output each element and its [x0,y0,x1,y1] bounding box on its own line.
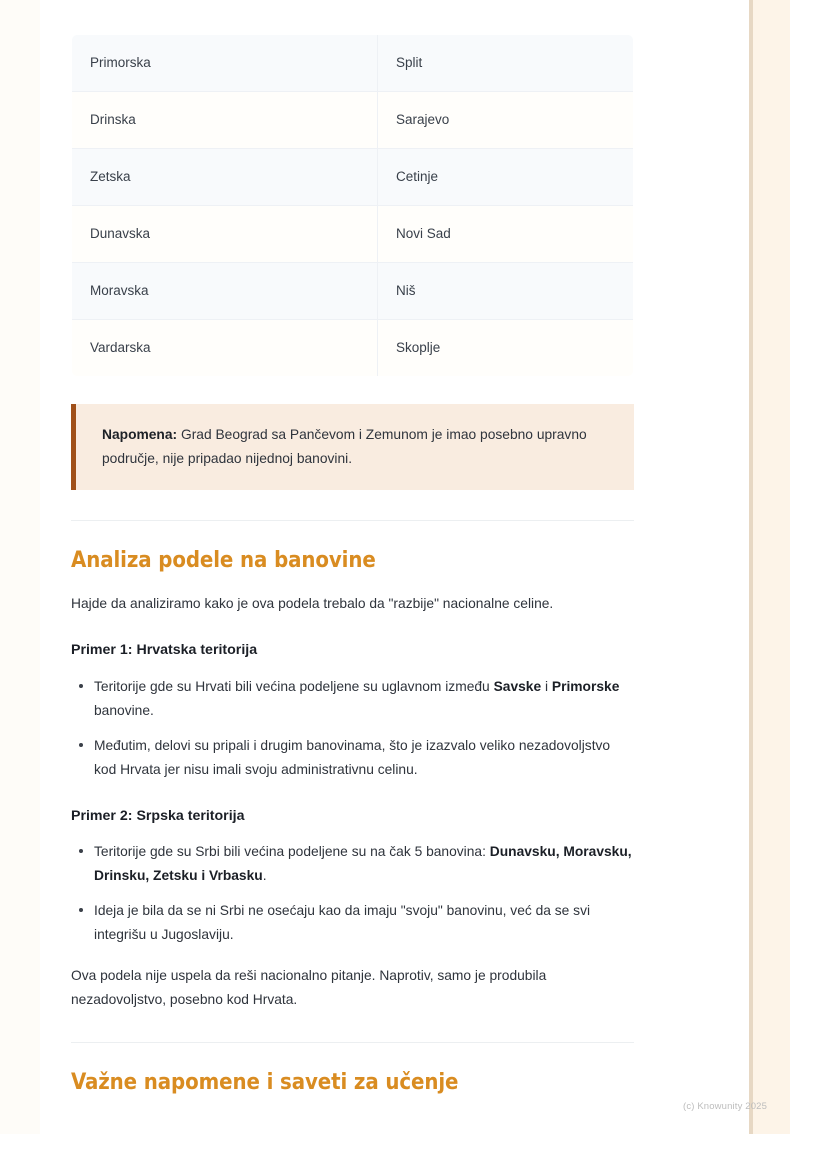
bullet-text-bold: Dunavsku, Moravsku, Drinsku, Zetsku i Vrbasku [94,844,632,884]
cell-banovina: Dunavska [72,206,378,263]
section-divider [71,1042,634,1043]
table-row [72,263,634,320]
cell-city: Skoplje [378,320,634,377]
bullet-text-bold: Savske [493,678,542,694]
banovine-table [71,34,634,377]
table-row [72,35,634,92]
cell-banovina: Primorska [72,35,378,92]
bullet-list-example-2 [71,840,634,947]
table-row [72,206,634,263]
copyright-text: (c) Knowunity 2025 [683,1101,768,1112]
bullet-text-part: Teritorije gde su Srbi bili većina podeljene su na čak 5 banovina: [94,844,490,860]
bullet-text-bold: Primorske [551,678,620,694]
cell-city: Novi Sad [378,206,634,263]
analysis-intro: Hajde da analiziramo kako je ova podela trebalo da "razbije" nacionalne celine. [71,595,554,611]
bullet-text-part: . [262,868,267,884]
cell-city: Sarajevo [378,92,634,149]
section-heading-analysis: Analiza podele na banovine [71,548,376,574]
note-callout [71,404,634,490]
document-content [71,0,634,1096]
subheading-example-1: Primer 1: Hrvatska teritorija [71,641,258,658]
analysis-conclusion: Ova podela nije uspela da reši nacionalno pitanje. Naprotiv, samo je produbila nezadovoljstvo, posebno kod Hrvata. [71,968,547,1008]
list-item [71,899,634,947]
list-item [71,840,634,888]
bullet-list-example-1 [71,675,634,782]
cell-banovina: Zetska [72,149,378,206]
section-divider [71,520,634,521]
cell-banovina: Moravska [72,263,378,320]
bullet-text-part: Ideja je bila da se ni Srbi ne osećaju kao da imaju "svoju" banovinu, već da se svi integrišu u Jugoslaviju. [94,903,591,943]
bullet-dot-icon [79,908,83,912]
table-body [72,35,634,377]
cell-banovina: Vardarska [72,320,378,377]
right-margin [790,0,828,1134]
section-heading-tips: Važne napomene i saveti za učenje [71,1069,459,1095]
bullet-dot-icon [79,849,83,853]
bullet-text-part: Teritorije gde su Hrvati bili većina podeljene su uglavnom između [94,678,494,694]
subheading-example-2: Primer 2: Srpska teritorija [71,807,245,824]
cell-banovina: Drinska [72,92,378,149]
next-page-strip [753,0,790,1134]
bullet-text-part: banovine. [94,702,154,718]
bullet-dot-icon [79,743,83,747]
table-row [72,320,634,377]
note-label: Napomena: [102,427,178,442]
list-item [71,734,634,782]
bullet-text-part: Međutim, delovi su pripali i drugim banovinama, što je izazvalo veliko nezadovoljstvo kod Hrvata jer nisu imali svoju administrativnu celinu. [94,737,611,777]
bullet-dot-icon [79,684,83,688]
cell-city: Split [378,35,634,92]
note-paragraph [102,423,612,470]
list-item [71,675,634,723]
cell-city: Niš [378,263,634,320]
bullet-text-part: i [541,678,552,694]
table-row [72,149,634,206]
cell-city: Cetinje [378,149,634,206]
note-text: Grad Beograd sa Pančevom i Zemunom je imao posebno upravno područje, nije pripadao nijednoj banovini. [102,427,587,466]
table-row [72,92,634,149]
left-gutter [0,0,40,1134]
